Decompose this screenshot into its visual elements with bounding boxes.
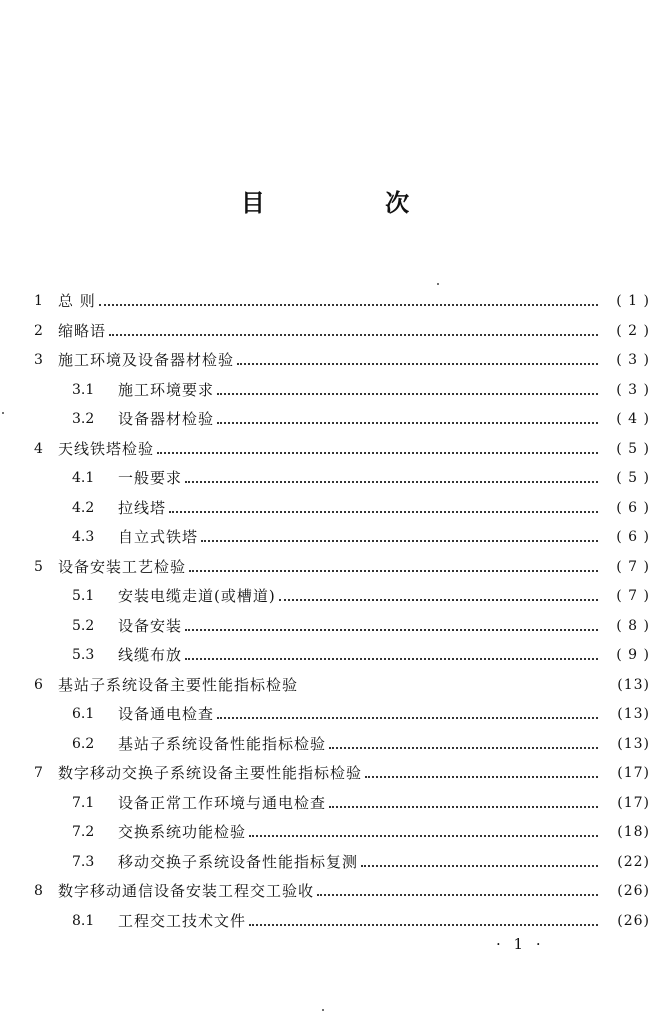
toc-entry-title: 施工环境要求 [118, 380, 215, 399]
toc-chapter-entry[interactable] [0, 346, 650, 376]
toc-entry-number: 4.2 [72, 499, 95, 516]
toc-entry-title: 工程交工技术文件 [118, 911, 247, 930]
toc-dot-leader [237, 362, 598, 365]
toc-entry-page: ( 5 ) [616, 440, 650, 457]
toc-entry-number: 4 [34, 440, 43, 457]
toc-section-entry[interactable] [0, 376, 650, 406]
toc-section-entry[interactable] [0, 818, 650, 848]
toc-section-entry[interactable] [0, 848, 650, 878]
toc-dot-leader [365, 775, 598, 778]
toc-entry-title: 交换系统功能检验 [118, 823, 247, 841]
toc-entry-page: (26) [617, 883, 650, 899]
toc-section-entry[interactable] [0, 523, 650, 553]
toc-entry-page: ( 5 ) [616, 470, 650, 486]
toc-dot-leader [279, 598, 598, 601]
toc-entry-number: 2 [34, 322, 43, 339]
toc-dot-leader [361, 864, 598, 867]
toc-dot-leader [185, 657, 598, 660]
toc-entry-title: 设备正常工作环境与通电检查 [118, 793, 327, 812]
toc-dot-leader [249, 923, 598, 926]
toc-entry-title: 设备通电检查 [118, 705, 215, 723]
toc-chapter-entry[interactable] [0, 759, 650, 789]
toc-entry-number: 1 [34, 293, 43, 309]
toc-dot-leader [217, 392, 598, 395]
toc-entry-page: (18) [617, 824, 650, 840]
toc-entry-number: 7.3 [72, 853, 95, 870]
toc-entry-page: ( 7 ) [616, 558, 650, 575]
toc-entry-number: 5.3 [72, 647, 95, 663]
toc-dot-leader [249, 834, 598, 837]
scan-speck [322, 1009, 324, 1011]
toc-entry-page: ( 7 ) [616, 588, 650, 604]
toc-entry-page: ( 3 ) [616, 352, 650, 368]
toc-dot-leader [329, 805, 598, 808]
toc-entry-number: 5.2 [72, 617, 95, 634]
toc-entry-number: 6.1 [72, 706, 95, 722]
page-title: 目 次 [240, 189, 466, 217]
scan-speck [437, 283, 439, 285]
toc-entry-page: ( 4 ) [616, 411, 650, 427]
toc-entry-number: 3.1 [72, 381, 95, 398]
toc-section-entry[interactable] [0, 612, 650, 642]
toc-section-entry[interactable] [0, 730, 650, 760]
toc-entry-title: 设备安装 [118, 616, 183, 635]
toc-list [0, 287, 650, 936]
toc-dot-leader [217, 716, 598, 719]
toc-dot-leader [217, 421, 598, 424]
toc-section-entry[interactable] [0, 582, 650, 612]
toc-entry-title: 数字移动交换子系统设备主要性能指标检验 [58, 764, 363, 782]
toc-dot-leader [317, 893, 598, 896]
toc-dot-leader [109, 333, 598, 336]
toc-entry-title: 天线铁塔检验 [58, 439, 155, 458]
toc-entry-number: 8.1 [72, 912, 95, 929]
toc-chapter-entry[interactable] [0, 287, 650, 317]
toc-entry-number: 8 [34, 883, 43, 899]
scan-speck [2, 412, 4, 414]
toc-entry-page: ( 8 ) [616, 617, 650, 634]
toc-entry-page: (13) [617, 735, 650, 752]
toc-entry-number: 3.2 [72, 411, 95, 427]
toc-entry-page: ( 1 ) [616, 293, 650, 309]
toc-section-entry[interactable] [0, 700, 650, 730]
toc-dot-leader [169, 510, 598, 513]
toc-dot-leader [185, 480, 598, 483]
toc-entry-number: 4.3 [72, 529, 95, 545]
toc-entry-number: 7.2 [72, 824, 95, 840]
toc-chapter-entry[interactable] [0, 553, 650, 583]
toc-entry-title: 缩略语 [58, 321, 107, 340]
toc-entry-page: (13) [617, 706, 650, 722]
toc-entry-page: ( 6 ) [616, 499, 650, 516]
toc-entry-title: 基站子系统设备主要性能指标检验 [58, 675, 299, 694]
toc-entry-title: 安装电缆走道(或槽道) [118, 587, 276, 605]
toc-entry-number: 3 [34, 352, 43, 368]
toc-entry-number: 6 [34, 676, 43, 693]
toc-entry-title: 线缆布放 [118, 646, 183, 664]
toc-entry-number: 5 [34, 558, 43, 575]
toc-chapter-entry[interactable] [0, 671, 650, 701]
toc-entry-number: 5.1 [72, 588, 95, 604]
toc-entry-page: ( 3 ) [616, 381, 650, 398]
toc-entry-title: 设备安装工艺检验 [58, 557, 187, 576]
toc-dot-leader [189, 569, 598, 572]
toc-section-entry[interactable] [0, 494, 650, 524]
table-of-contents [0, 287, 650, 936]
toc-entry-title: 基站子系统设备性能指标检验 [118, 734, 327, 753]
toc-section-entry[interactable] [0, 789, 650, 819]
toc-section-entry[interactable] [0, 641, 650, 671]
toc-entry-title: 设备器材检验 [118, 410, 215, 428]
toc-entry-title: 施工环境及设备器材检验 [58, 351, 235, 369]
toc-chapter-entry[interactable] [0, 877, 650, 907]
toc-section-entry[interactable] [0, 405, 650, 435]
toc-entry-number: 7 [34, 765, 43, 781]
toc-entry-page: (13) [617, 676, 650, 693]
toc-entry-title: 移动交换子系统设备性能指标复测 [118, 852, 359, 871]
toc-entry-title: 总 则 [58, 292, 96, 310]
toc-entry-page: (22) [617, 853, 650, 870]
toc-chapter-entry[interactable] [0, 317, 650, 347]
toc-entry-number: 6.2 [72, 735, 95, 752]
toc-entry-page: ( 6 ) [616, 529, 650, 545]
toc-entry-title: 拉线塔 [118, 498, 167, 517]
toc-entry-page: (17) [617, 794, 650, 811]
toc-section-entry[interactable] [0, 907, 650, 937]
toc-dot-leader [157, 451, 598, 454]
toc-entry-number: 7.1 [72, 794, 95, 811]
toc-dot-leader [99, 303, 598, 306]
toc-entry-number: 4.1 [72, 470, 95, 486]
toc-entry-title: 自立式铁塔 [118, 528, 199, 546]
toc-entry-page: ( 2 ) [616, 322, 650, 339]
toc-dot-leader [301, 687, 598, 690]
toc-dot-leader [185, 628, 598, 631]
toc-dot-leader [329, 746, 598, 749]
toc-section-entry[interactable] [0, 464, 650, 494]
toc-entry-page: (26) [617, 912, 650, 929]
toc-dot-leader [201, 539, 598, 542]
toc-entry-page: (17) [617, 765, 650, 781]
toc-entry-page: ( 9 ) [616, 647, 650, 663]
toc-chapter-entry[interactable] [0, 435, 650, 465]
toc-entry-title: 数字移动通信设备安装工程交工验收 [58, 882, 315, 900]
page-number: · 1 · [496, 935, 545, 953]
toc-entry-title: 一般要求 [118, 469, 183, 487]
